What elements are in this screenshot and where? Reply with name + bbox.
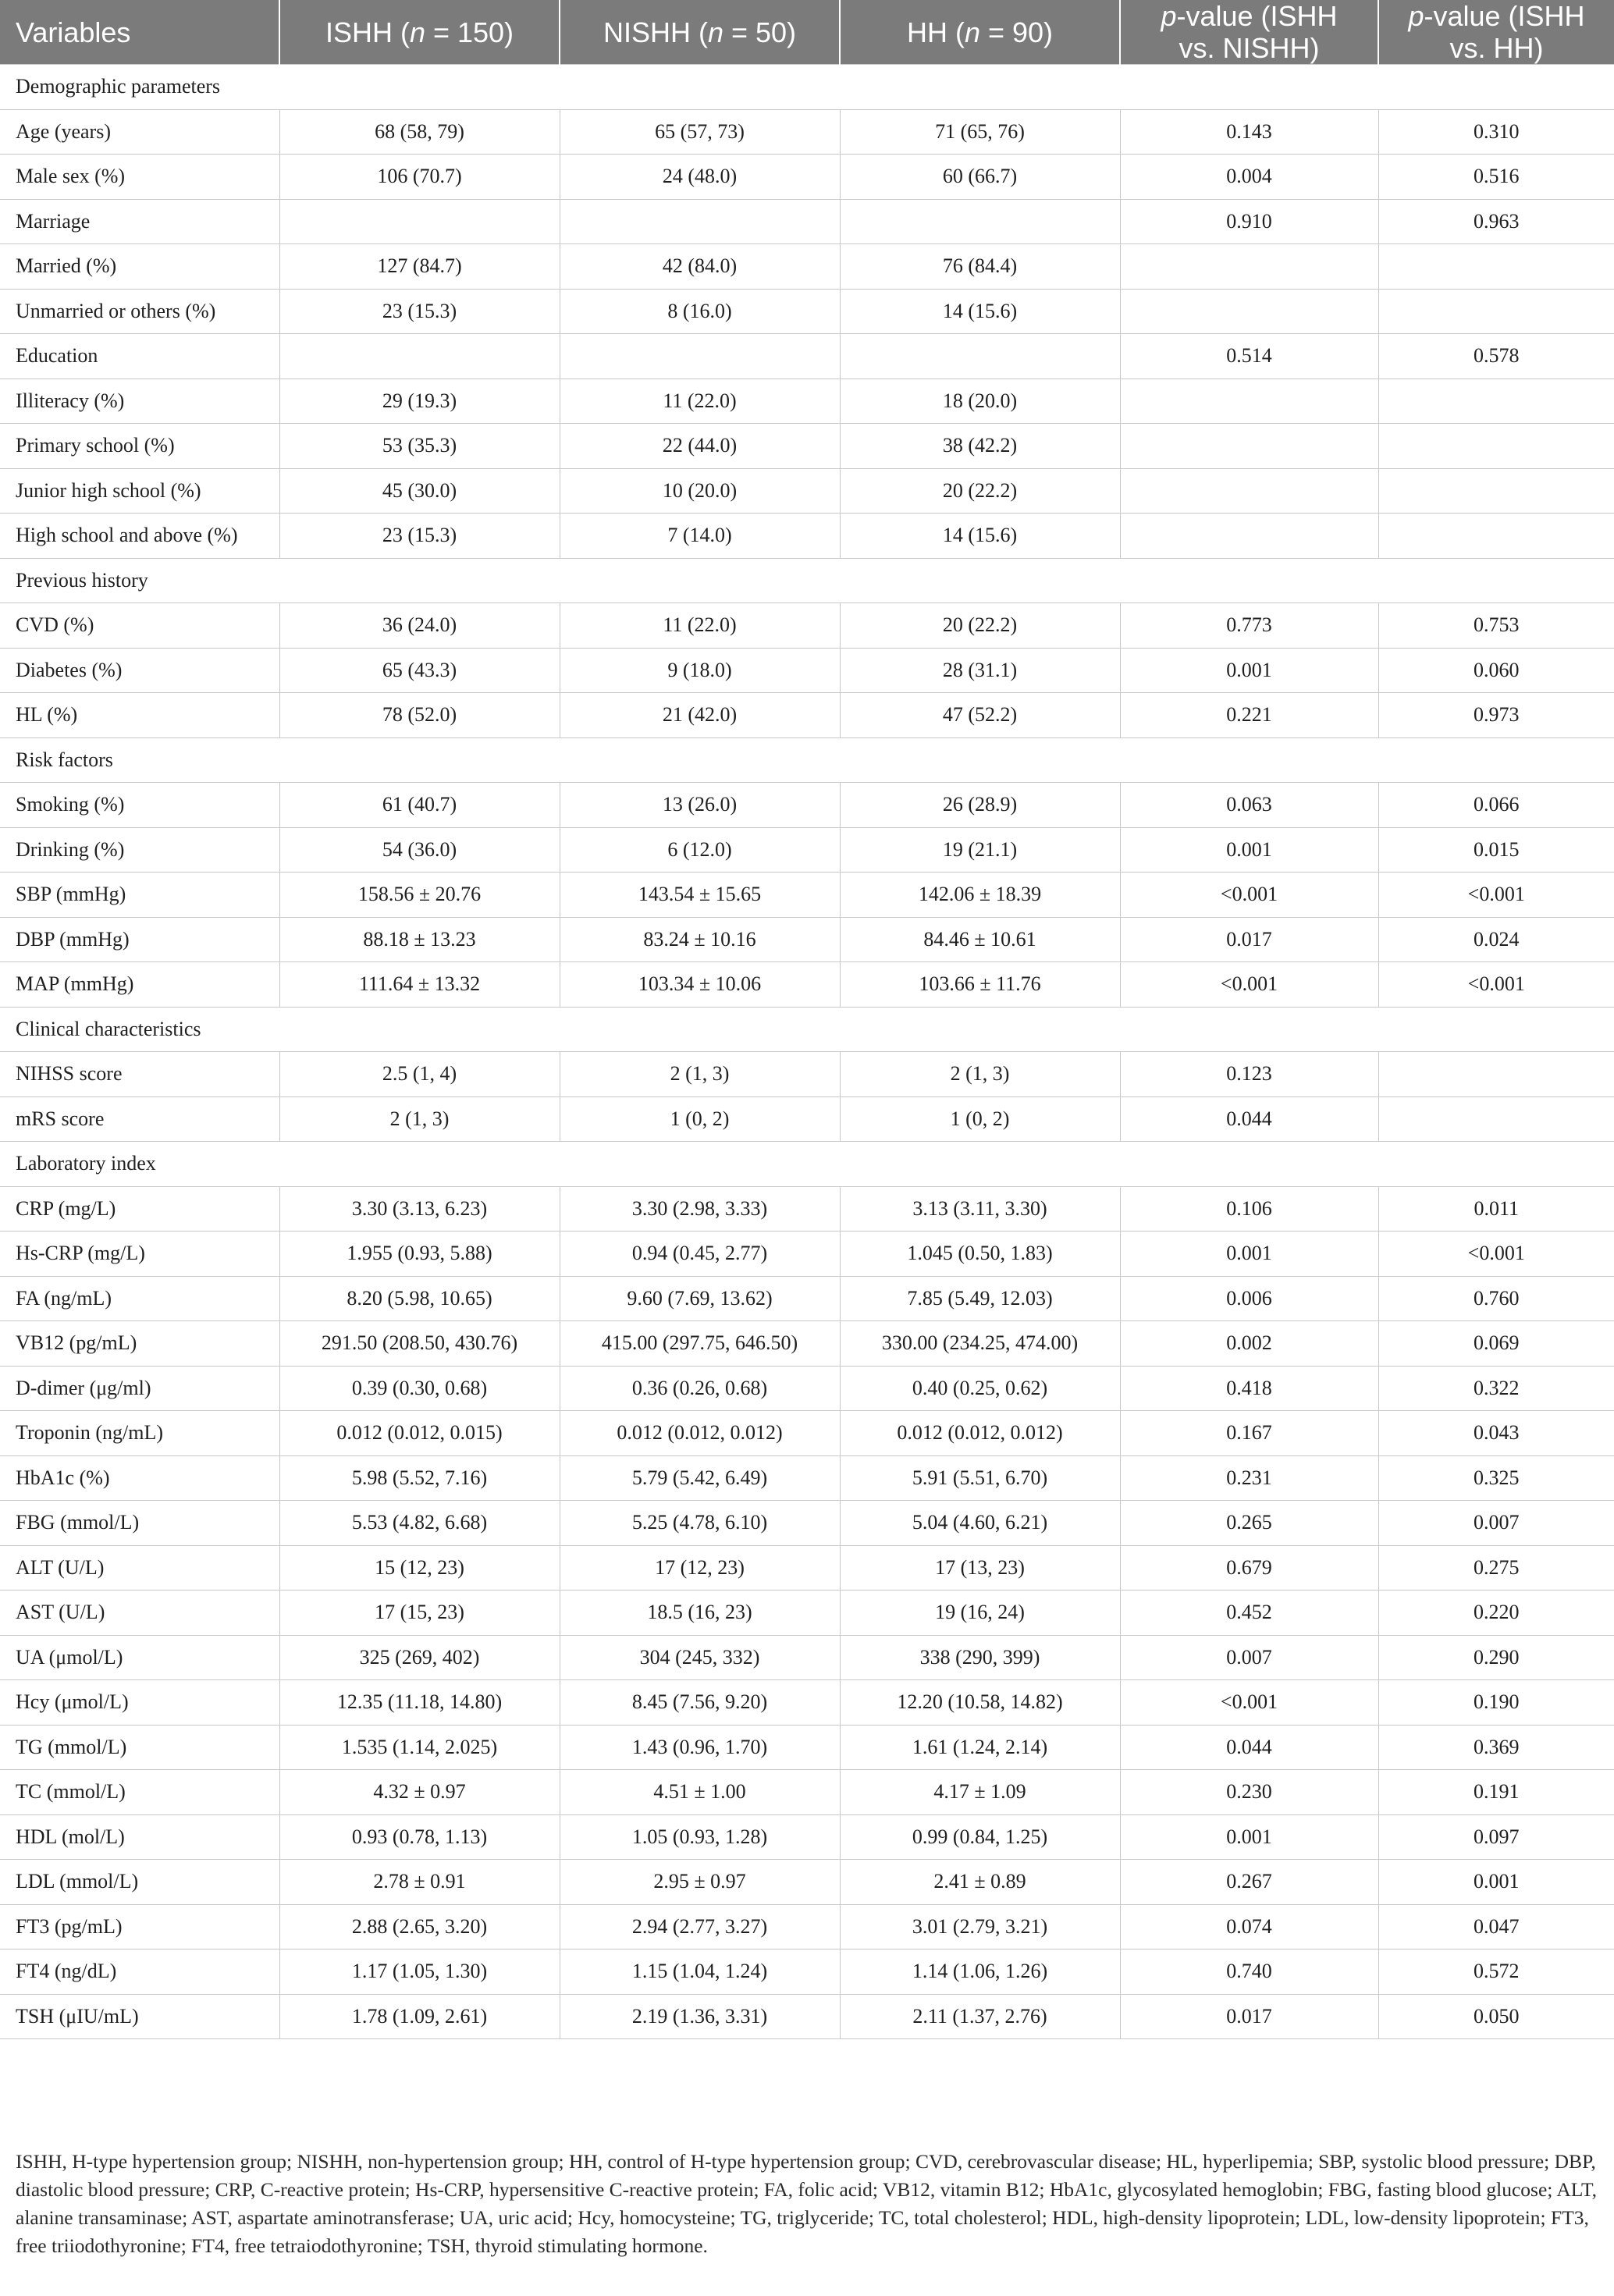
cell-nishh: 0.012 (0.012, 0.012) (560, 1411, 840, 1456)
cell-p-ishh-vs-nishh: 0.143 (1120, 109, 1378, 155)
cell-hh: 14 (15.6) (840, 289, 1120, 334)
cell-ishh: 65 (43.3) (279, 648, 560, 693)
cell-ishh: 23 (15.3) (279, 289, 560, 334)
cell-p-ishh-vs-hh: 0.310 (1378, 109, 1614, 155)
cell-p-ishh-vs-hh: 0.760 (1378, 1276, 1614, 1321)
cell-nishh: 3.30 (2.98, 3.33) (560, 1186, 840, 1232)
cell-variable: Diabetes (%) (0, 648, 279, 693)
cell-p-ishh-vs-nishh (1120, 468, 1378, 514)
cell-p-ishh-vs-hh: 0.220 (1378, 1590, 1614, 1636)
cell-variable: Smoking (%) (0, 783, 279, 828)
cell-ishh: 0.39 (0.30, 0.68) (279, 1366, 560, 1411)
table-row (0, 693, 1614, 738)
table-row (0, 244, 1614, 290)
cell-p-ishh-vs-hh (1378, 379, 1614, 424)
cell-variable: Unmarried or others (%) (0, 289, 279, 334)
cell-ishh: 5.98 (5.52, 7.16) (279, 1455, 560, 1501)
cell-p-ishh-vs-nishh: 0.231 (1120, 1455, 1378, 1501)
cell-variable: Marriage (0, 199, 279, 244)
group-row (0, 334, 1614, 379)
cell-ishh: 5.53 (4.82, 6.68) (279, 1501, 560, 1546)
section-label: Demographic parameters (0, 65, 1614, 110)
cell-nishh: 9 (18.0) (560, 648, 840, 693)
cell-p-ishh-vs-hh: 0.753 (1378, 603, 1614, 649)
cell-ishh: 23 (15.3) (279, 514, 560, 559)
cell-p-ishh-vs-hh (1378, 244, 1614, 290)
table-row (0, 1725, 1614, 1770)
cell-p-ishh-vs-hh: 0.001 (1378, 1860, 1614, 1905)
cell-hh (840, 334, 1120, 379)
section-label: Clinical characteristics (0, 1007, 1614, 1052)
table-row (0, 783, 1614, 828)
cell-variable: FBG (mmol/L) (0, 1501, 279, 1546)
cell-hh (840, 199, 1120, 244)
cell-p-ishh-vs-hh: 0.060 (1378, 648, 1614, 693)
cell-variable: CVD (%) (0, 603, 279, 649)
table-row (0, 1455, 1614, 1501)
cell-variable: TSH (μIU/mL) (0, 1994, 279, 2039)
cell-nishh: 7 (14.0) (560, 514, 840, 559)
table-row (0, 827, 1614, 873)
cell-p-ishh-vs-nishh: 0.001 (1120, 1814, 1378, 1860)
header-p-value-ishh-vs-nishh: p-value (ISHH vs. NISHH) (1120, 0, 1378, 65)
table-header-row (0, 0, 1614, 65)
cell-hh: 60 (66.7) (840, 155, 1120, 200)
cell-nishh: 5.25 (4.78, 6.10) (560, 1501, 840, 1546)
table-body (0, 65, 1614, 2039)
cell-hh: 20 (22.2) (840, 603, 1120, 649)
cell-hh: 2.41 ± 0.89 (840, 1860, 1120, 1905)
cell-nishh: 9.60 (7.69, 13.62) (560, 1276, 840, 1321)
cell-hh: 1.61 (1.24, 2.14) (840, 1725, 1120, 1770)
cell-p-ishh-vs-hh: 0.322 (1378, 1366, 1614, 1411)
cell-variable: D-dimer (μg/ml) (0, 1366, 279, 1411)
header-variables: Variables (0, 0, 279, 65)
cell-variable: CRP (mg/L) (0, 1186, 279, 1232)
cell-hh: 103.66 ± 11.76 (840, 962, 1120, 1008)
cell-nishh: 18.5 (16, 23) (560, 1590, 840, 1636)
cell-variable: HbA1c (%) (0, 1455, 279, 1501)
cell-variable: MAP (mmHg) (0, 962, 279, 1008)
cell-nishh: 13 (26.0) (560, 783, 840, 828)
cell-ishh (279, 199, 560, 244)
table-row (0, 514, 1614, 559)
cell-variable: Junior high school (%) (0, 468, 279, 514)
cell-ishh: 111.64 ± 13.32 (279, 962, 560, 1008)
cell-nishh: 415.00 (297.75, 646.50) (560, 1321, 840, 1367)
cell-nishh: 10 (20.0) (560, 468, 840, 514)
cell-hh: 20 (22.2) (840, 468, 1120, 514)
table-row (0, 1904, 1614, 1949)
cell-p-ishh-vs-hh: 0.050 (1378, 1994, 1614, 2039)
cell-nishh: 2.95 ± 0.97 (560, 1860, 840, 1905)
table-row (0, 1994, 1614, 2039)
cell-p-ishh-vs-nishh (1120, 244, 1378, 290)
cell-p-ishh-vs-nishh: 0.267 (1120, 1860, 1378, 1905)
cell-variable: ALT (U/L) (0, 1545, 279, 1590)
header-hh: HH (n = 90) (840, 0, 1120, 65)
cell-variable: AST (U/L) (0, 1590, 279, 1636)
cell-ishh: 29 (19.3) (279, 379, 560, 424)
cell-p-ishh-vs-nishh (1120, 289, 1378, 334)
cell-hh: 19 (21.1) (840, 827, 1120, 873)
cell-hh: 3.01 (2.79, 3.21) (840, 1904, 1120, 1949)
cell-ishh: 1.78 (1.09, 2.61) (279, 1994, 560, 2039)
cell-ishh: 88.18 ± 13.23 (279, 917, 560, 962)
cell-ishh: 2 (1, 3) (279, 1096, 560, 1142)
cell-ishh: 4.32 ± 0.97 (279, 1770, 560, 1815)
cell-nishh: 42 (84.0) (560, 244, 840, 290)
cell-p-ishh-vs-nishh: 0.265 (1120, 1501, 1378, 1546)
table-row (0, 1276, 1614, 1321)
table-footnote: ISHH, H-type hypertension group; NISHH, non-hypertension group; HH, control of H-type hypertension group; CVD, cerebrovascular disease; HL, hyperlipemia; SBP, systolic blood pressure; DBP, diastolic blood pressure; CRP, C-reactive protein; Hs-CRP, hypersensitive C-reactive protein; FA, folic acid; VB12, vitamin B12; HbA1c, glycosylated hemoglobin; FBG, fasting blood glucose; ALT, alanine transaminase; AST, aspartate aminotransferase; UA, uric acid; Hcy, homocysteine; TG, triglyceride; TC, total cholesterol; HDL, high-density lipoprotein; LDL, low-density lipoprotein; FT3, free triiodothyronine; FT4, free tetraiodothyronine; TSH, thyroid stimulating hormone. (16, 2150, 1598, 2257)
cell-ishh: 2.88 (2.65, 3.20) (279, 1904, 560, 1949)
cell-p-ishh-vs-nishh: 0.074 (1120, 1904, 1378, 1949)
cell-p-ishh-vs-nishh: 0.230 (1120, 1770, 1378, 1815)
cell-ishh: 291.50 (208.50, 430.76) (279, 1321, 560, 1367)
cell-p-ishh-vs-nishh: 0.001 (1120, 648, 1378, 693)
cell-ishh: 2.5 (1, 4) (279, 1052, 560, 1097)
cell-variable: UA (μmol/L) (0, 1635, 279, 1680)
cell-hh: 76 (84.4) (840, 244, 1120, 290)
cell-p-ishh-vs-hh: 0.275 (1378, 1545, 1614, 1590)
table-row (0, 917, 1614, 962)
cell-p-ishh-vs-nishh: 0.773 (1120, 603, 1378, 649)
cell-nishh: 11 (22.0) (560, 603, 840, 649)
cell-hh: 12.20 (10.58, 14.82) (840, 1680, 1120, 1726)
cell-p-ishh-vs-nishh: 0.514 (1120, 334, 1378, 379)
cell-p-ishh-vs-nishh: 0.063 (1120, 783, 1378, 828)
table-row (0, 1052, 1614, 1097)
cell-p-ishh-vs-nishh (1120, 514, 1378, 559)
cell-hh: 0.99 (0.84, 1.25) (840, 1814, 1120, 1860)
cell-variable: TG (mmol/L) (0, 1725, 279, 1770)
cell-variable: Drinking (%) (0, 827, 279, 873)
cell-hh: 28 (31.1) (840, 648, 1120, 693)
cell-variable: Education (0, 334, 279, 379)
cell-p-ishh-vs-hh: <0.001 (1378, 873, 1614, 918)
header-nishh: NISHH (n = 50) (560, 0, 840, 65)
table-row (0, 1366, 1614, 1411)
section-row (0, 737, 1614, 783)
cell-p-ishh-vs-hh: 0.516 (1378, 155, 1614, 200)
cell-variable: HL (%) (0, 693, 279, 738)
cell-variable: Troponin (ng/mL) (0, 1411, 279, 1456)
cell-p-ishh-vs-nishh: 0.452 (1120, 1590, 1378, 1636)
cell-ishh: 158.56 ± 20.76 (279, 873, 560, 918)
cell-hh: 14 (15.6) (840, 514, 1120, 559)
cell-variable: Illiteracy (%) (0, 379, 279, 424)
cell-ishh: 106 (70.7) (279, 155, 560, 200)
section-label: Previous history (0, 558, 1614, 603)
cell-ishh: 78 (52.0) (279, 693, 560, 738)
cell-variable: LDL (mmol/L) (0, 1860, 279, 1905)
section-label: Laboratory index (0, 1142, 1614, 1187)
cell-nishh: 8.45 (7.56, 9.20) (560, 1680, 840, 1726)
cell-ishh: 12.35 (11.18, 14.80) (279, 1680, 560, 1726)
cell-p-ishh-vs-hh: <0.001 (1378, 962, 1614, 1008)
cell-nishh: 0.36 (0.26, 0.68) (560, 1366, 840, 1411)
cell-ishh: 53 (35.3) (279, 424, 560, 469)
cell-variable: Hcy (μmol/L) (0, 1680, 279, 1726)
cell-nishh: 22 (44.0) (560, 424, 840, 469)
cell-variable: FT4 (ng/dL) (0, 1949, 279, 1995)
cell-nishh: 1.05 (0.93, 1.28) (560, 1814, 840, 1860)
cell-ishh: 1.955 (0.93, 5.88) (279, 1232, 560, 1277)
cell-hh: 0.012 (0.012, 0.012) (840, 1411, 1120, 1456)
cell-p-ishh-vs-hh: 0.572 (1378, 1949, 1614, 1995)
table-row (0, 962, 1614, 1008)
cell-ishh: 36 (24.0) (279, 603, 560, 649)
table-row (0, 1860, 1614, 1905)
cell-hh: 47 (52.2) (840, 693, 1120, 738)
section-row (0, 65, 1614, 110)
cell-ishh: 0.012 (0.012, 0.015) (279, 1411, 560, 1456)
cell-p-ishh-vs-hh: 0.069 (1378, 1321, 1614, 1367)
cell-ishh (279, 334, 560, 379)
cell-p-ishh-vs-nishh: <0.001 (1120, 1680, 1378, 1726)
cell-variable: HDL (mol/L) (0, 1814, 279, 1860)
cell-ishh: 127 (84.7) (279, 244, 560, 290)
cell-p-ishh-vs-hh (1378, 1052, 1614, 1097)
cell-p-ishh-vs-nishh: 0.740 (1120, 1949, 1378, 1995)
cell-nishh: 4.51 ± 1.00 (560, 1770, 840, 1815)
cell-nishh: 6 (12.0) (560, 827, 840, 873)
section-label: Risk factors (0, 737, 1614, 783)
cell-nishh: 21 (42.0) (560, 693, 840, 738)
cell-p-ishh-vs-hh: 0.043 (1378, 1411, 1614, 1456)
cell-p-ishh-vs-nishh (1120, 424, 1378, 469)
table-row (0, 289, 1614, 334)
cell-hh: 1.045 (0.50, 1.83) (840, 1232, 1120, 1277)
cell-hh: 5.04 (4.60, 6.21) (840, 1501, 1120, 1546)
cell-p-ishh-vs-hh (1378, 468, 1614, 514)
cell-hh: 19 (16, 24) (840, 1590, 1120, 1636)
table-row (0, 1680, 1614, 1726)
cell-nishh: 103.34 ± 10.06 (560, 962, 840, 1008)
cell-ishh: 2.78 ± 0.91 (279, 1860, 560, 1905)
table-row (0, 109, 1614, 155)
cell-p-ishh-vs-nishh (1120, 379, 1378, 424)
cell-ishh: 54 (36.0) (279, 827, 560, 873)
cell-p-ishh-vs-hh: 0.015 (1378, 827, 1614, 873)
cell-p-ishh-vs-nishh: 0.006 (1120, 1276, 1378, 1321)
cell-hh: 1 (0, 2) (840, 1096, 1120, 1142)
cell-nishh: 2 (1, 3) (560, 1052, 840, 1097)
cell-p-ishh-vs-nishh: 0.001 (1120, 827, 1378, 873)
cell-p-ishh-vs-hh: 0.973 (1378, 693, 1614, 738)
cell-hh: 7.85 (5.49, 12.03) (840, 1276, 1120, 1321)
cell-nishh: 1.43 (0.96, 1.70) (560, 1725, 840, 1770)
cell-variable: VB12 (pg/mL) (0, 1321, 279, 1367)
cell-nishh: 11 (22.0) (560, 379, 840, 424)
cell-variable: High school and above (%) (0, 514, 279, 559)
cell-p-ishh-vs-nishh: 0.044 (1120, 1096, 1378, 1142)
cell-ishh: 3.30 (3.13, 6.23) (279, 1186, 560, 1232)
cell-variable: FA (ng/mL) (0, 1276, 279, 1321)
section-row (0, 1007, 1614, 1052)
cell-hh: 330.00 (234.25, 474.00) (840, 1321, 1120, 1367)
cell-p-ishh-vs-nishh: 0.004 (1120, 155, 1378, 200)
table-row (0, 648, 1614, 693)
table-row (0, 1186, 1614, 1232)
cell-p-ishh-vs-nishh: 0.418 (1120, 1366, 1378, 1411)
cell-hh: 18 (20.0) (840, 379, 1120, 424)
cell-p-ishh-vs-nishh: 0.123 (1120, 1052, 1378, 1097)
cell-nishh: 2.94 (2.77, 3.27) (560, 1904, 840, 1949)
cell-hh: 4.17 ± 1.09 (840, 1770, 1120, 1815)
cell-hh: 17 (13, 23) (840, 1545, 1120, 1590)
table-row (0, 1096, 1614, 1142)
cell-p-ishh-vs-hh: 0.578 (1378, 334, 1614, 379)
cell-p-ishh-vs-hh (1378, 514, 1614, 559)
table-row (0, 1635, 1614, 1680)
table-row (0, 603, 1614, 649)
cell-nishh: 8 (16.0) (560, 289, 840, 334)
cell-nishh: 0.94 (0.45, 2.77) (560, 1232, 840, 1277)
cell-hh: 26 (28.9) (840, 783, 1120, 828)
table-row (0, 424, 1614, 469)
cell-nishh: 1 (0, 2) (560, 1096, 840, 1142)
cell-p-ishh-vs-nishh: 0.001 (1120, 1232, 1378, 1277)
group-row (0, 199, 1614, 244)
cell-hh: 3.13 (3.11, 3.30) (840, 1186, 1120, 1232)
cell-ishh: 61 (40.7) (279, 783, 560, 828)
table-row (0, 1545, 1614, 1590)
cell-p-ishh-vs-hh: 0.007 (1378, 1501, 1614, 1546)
cell-p-ishh-vs-nishh: 0.017 (1120, 917, 1378, 962)
cell-ishh: 1.535 (1.14, 2.025) (279, 1725, 560, 1770)
cell-p-ishh-vs-nishh: <0.001 (1120, 962, 1378, 1008)
cell-p-ishh-vs-hh: 0.369 (1378, 1725, 1614, 1770)
cell-ishh: 68 (58, 79) (279, 109, 560, 155)
cell-nishh: 1.15 (1.04, 1.24) (560, 1949, 840, 1995)
header-p-value-ishh-vs-hh: p-value (ISHH vs. HH) (1378, 0, 1614, 65)
table-row (0, 1321, 1614, 1367)
cell-ishh: 45 (30.0) (279, 468, 560, 514)
cell-nishh: 24 (48.0) (560, 155, 840, 200)
table-row (0, 468, 1614, 514)
cell-ishh: 17 (15, 23) (279, 1590, 560, 1636)
cell-variable: SBP (mmHg) (0, 873, 279, 918)
cell-nishh: 143.54 ± 15.65 (560, 873, 840, 918)
cell-p-ishh-vs-hh: 0.325 (1378, 1455, 1614, 1501)
cell-nishh: 83.24 ± 10.16 (560, 917, 840, 962)
cell-hh: 5.91 (5.51, 6.70) (840, 1455, 1120, 1501)
cell-nishh: 5.79 (5.42, 6.49) (560, 1455, 840, 1501)
cell-p-ishh-vs-hh (1378, 424, 1614, 469)
cell-hh: 84.46 ± 10.61 (840, 917, 1120, 962)
cell-p-ishh-vs-nishh: 0.679 (1120, 1545, 1378, 1590)
cell-variable: Married (%) (0, 244, 279, 290)
cell-p-ishh-vs-hh: 0.190 (1378, 1680, 1614, 1726)
cell-p-ishh-vs-hh: 0.024 (1378, 917, 1614, 962)
cell-p-ishh-vs-nishh: 0.002 (1120, 1321, 1378, 1367)
cell-hh: 71 (65, 76) (840, 109, 1120, 155)
cell-variable: NIHSS score (0, 1052, 279, 1097)
table-row (0, 379, 1614, 424)
cell-p-ishh-vs-hh: 0.290 (1378, 1635, 1614, 1680)
table-row (0, 1411, 1614, 1456)
cell-variable: Primary school (%) (0, 424, 279, 469)
cell-ishh: 0.93 (0.78, 1.13) (279, 1814, 560, 1860)
cell-hh: 2.11 (1.37, 2.76) (840, 1994, 1120, 2039)
cell-p-ishh-vs-hh: 0.191 (1378, 1770, 1614, 1815)
table-row (0, 1770, 1614, 1815)
table-row (0, 873, 1614, 918)
table-row (0, 1949, 1614, 1995)
header-ishh: ISHH (n = 150) (279, 0, 560, 65)
table-row (0, 1590, 1614, 1636)
cell-p-ishh-vs-hh: 0.011 (1378, 1186, 1614, 1232)
cell-variable: Male sex (%) (0, 155, 279, 200)
cell-p-ishh-vs-hh (1378, 289, 1614, 334)
cell-hh: 0.40 (0.25, 0.62) (840, 1366, 1120, 1411)
cell-variable: DBP (mmHg) (0, 917, 279, 962)
cell-p-ishh-vs-hh: 0.963 (1378, 199, 1614, 244)
cell-variable: TC (mmol/L) (0, 1770, 279, 1815)
cell-ishh: 15 (12, 23) (279, 1545, 560, 1590)
section-row (0, 558, 1614, 603)
cell-p-ishh-vs-hh: 0.097 (1378, 1814, 1614, 1860)
cell-variable: Hs-CRP (mg/L) (0, 1232, 279, 1277)
cell-nishh: 17 (12, 23) (560, 1545, 840, 1590)
table-row (0, 155, 1614, 200)
cell-p-ishh-vs-nishh: 0.017 (1120, 1994, 1378, 2039)
cell-hh: 338 (290, 399) (840, 1635, 1120, 1680)
cell-hh: 2 (1, 3) (840, 1052, 1120, 1097)
cell-nishh: 65 (57, 73) (560, 109, 840, 155)
cell-hh: 1.14 (1.06, 1.26) (840, 1949, 1120, 1995)
cell-p-ishh-vs-nishh: 0.007 (1120, 1635, 1378, 1680)
cell-p-ishh-vs-nishh: 0.106 (1120, 1186, 1378, 1232)
cell-nishh: 304 (245, 332) (560, 1635, 840, 1680)
cell-ishh: 325 (269, 402) (279, 1635, 560, 1680)
table-row (0, 1501, 1614, 1546)
cell-p-ishh-vs-nishh: 0.221 (1120, 693, 1378, 738)
cell-variable: FT3 (pg/mL) (0, 1904, 279, 1949)
cell-ishh: 8.20 (5.98, 10.65) (279, 1276, 560, 1321)
section-row (0, 1142, 1614, 1187)
cell-p-ishh-vs-hh: <0.001 (1378, 1232, 1614, 1277)
cell-p-ishh-vs-nishh: 0.910 (1120, 199, 1378, 244)
cell-p-ishh-vs-hh: 0.047 (1378, 1904, 1614, 1949)
table-row (0, 1232, 1614, 1277)
cell-nishh (560, 334, 840, 379)
cell-ishh: 1.17 (1.05, 1.30) (279, 1949, 560, 1995)
cell-nishh: 2.19 (1.36, 3.31) (560, 1994, 840, 2039)
table-row (0, 1814, 1614, 1860)
cell-p-ishh-vs-hh: 0.066 (1378, 783, 1614, 828)
cell-p-ishh-vs-hh (1378, 1096, 1614, 1142)
cell-hh: 142.06 ± 18.39 (840, 873, 1120, 918)
cell-p-ishh-vs-nishh: 0.044 (1120, 1725, 1378, 1770)
cell-p-ishh-vs-nishh: <0.001 (1120, 873, 1378, 918)
cell-hh: 38 (42.2) (840, 424, 1120, 469)
cell-variable: mRS score (0, 1096, 279, 1142)
cell-variable: Age (years) (0, 109, 279, 155)
cell-nishh (560, 199, 840, 244)
cell-p-ishh-vs-nishh: 0.167 (1120, 1411, 1378, 1456)
